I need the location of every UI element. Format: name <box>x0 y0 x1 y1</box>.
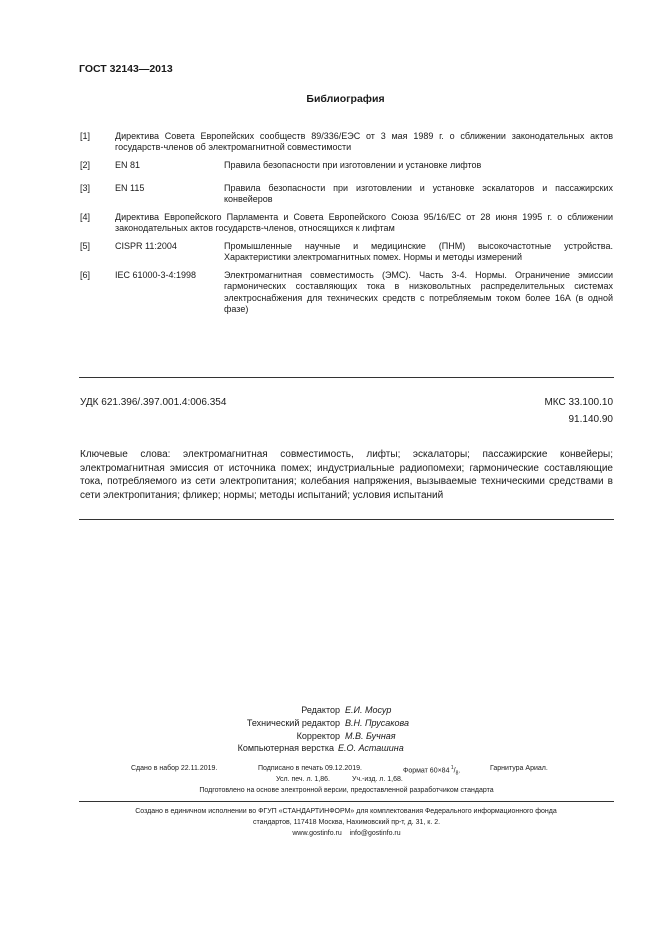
email-link[interactable]: info@gostinfo.ru <box>349 830 401 837</box>
keywords-bottom-rule <box>79 519 614 520</box>
entry-2-number: [2] <box>80 160 91 170</box>
classification-top-rule <box>79 377 614 378</box>
imprint-typeface: Гарнитура Ариал. <box>490 765 548 772</box>
keywords-paragraph: Ключевые слова: электромагнитная совместимость, лифты; эскалаторы; пассажирские конвейеры; электромагнитная эмиссия от источника помех; индустриальные радиопомехи; гармонические составляющие тока, потребляемого из сети электропитания; колебания напряжения, вызываемые техническими средствами в сети электропитания; фликер; нормы; методы испытаний; условия испытаний <box>80 449 613 501</box>
layout-label: Компьютерная верстка <box>237 743 334 753</box>
corrector-label: Корректор <box>296 731 340 741</box>
editor-label: Редактор <box>301 705 340 715</box>
entry-6-number: [6] <box>80 270 91 280</box>
tech-editor-name: В.Н. Прусакова <box>345 718 409 728</box>
editor-name: Е.И. Мосур <box>345 705 392 715</box>
entry-3-number: [3] <box>80 183 91 193</box>
corrector-name: М.В. Бучная <box>345 731 396 741</box>
entry-6-code: IEC 61000-3-4:1998 <box>115 270 197 280</box>
udk-code: УДК 621.396/.397.001.4:006.354 <box>80 397 227 408</box>
imprint-format: Формат 60×84 $^1/_8$. <box>403 765 461 777</box>
entry-2-code: EN 81 <box>115 160 141 170</box>
entry-4-text: Директива Европейского Парламента и Совета Европейского Союза 95/16/ЕС от 28 июня 1995 г. о сближении законодательных актов государств-членов, относящихся к лифтам <box>115 212 613 234</box>
mks-code-2: 91.140.90 <box>568 414 613 425</box>
entry-1-text: Директива Совета Европейских сообществ 89/336/ЕЭС от 3 мая 1989 г. о сближении законодательных актов государств-членов об электромагнитной совместимости <box>115 131 613 153</box>
entry-6-text: Электромагнитная совместимость (ЭМС). Часть 3-4. Нормы. Ограничение эмиссии гармонических составляющих тока в низковольтных распределительных системах электроснабжения для технических средств с потребляемым током более 16А (в одной фазе) <box>224 270 613 315</box>
entry-4-number: [4] <box>80 212 91 222</box>
tech-editor-label: Технический редактор <box>246 718 340 728</box>
entry-5-text: Промышленные научные и медицинские (ПНМ) высокочастотные устройства. Характеристики электромагнитных помех. Нормы и методы измерений <box>224 241 613 263</box>
website-link[interactable]: www.gostinfo.ru <box>292 830 342 837</box>
document-code-header: ГОСТ 32143—2013 <box>79 63 173 75</box>
imprint-prepared: Подготовлено на основе электронной версии, предоставленной разработчиком стандарта <box>199 787 494 794</box>
entry-5-code: CISPR 11:2004 <box>115 241 177 251</box>
imprint-submitted: Сдано в набор 22.11.2019. <box>131 765 218 772</box>
footer-line-2: стандартов, 117418 Москва, Нахимовский пр-т, д. 31, к. 2. <box>252 819 441 826</box>
imprint-pub-sheets: Уч.-изд. л. 1,68. <box>352 776 403 783</box>
entry-1-number: [1] <box>80 131 91 141</box>
footer-line-1: Создано в единичном исполнении во ФГУП «СТАНДАРТИНФОРМ» для комплектования Федерального информационного фонда <box>135 808 557 815</box>
mks-code-1: МКС 33.100.10 <box>544 397 613 408</box>
entry-5-number: [5] <box>80 241 91 251</box>
bibliography-title: Библиография <box>306 93 385 105</box>
entry-3-code: EN 115 <box>115 183 145 193</box>
imprint-signed: Подписано в печать 09.12.2019. <box>258 765 362 772</box>
entry-3-text: Правила безопасности при изготовлении и установке эскалаторов и пассажирских конвейеров <box>224 183 613 205</box>
footer-top-rule <box>79 801 614 802</box>
imprint-print-sheets: Усл. печ. л. 1,86. <box>276 776 330 783</box>
entry-2-text: Правила безопасности при изготовлении и установке лифтов <box>224 160 482 170</box>
layout-name: Е.О. Асташина <box>338 743 404 753</box>
footer-contacts <box>0 828 661 840</box>
